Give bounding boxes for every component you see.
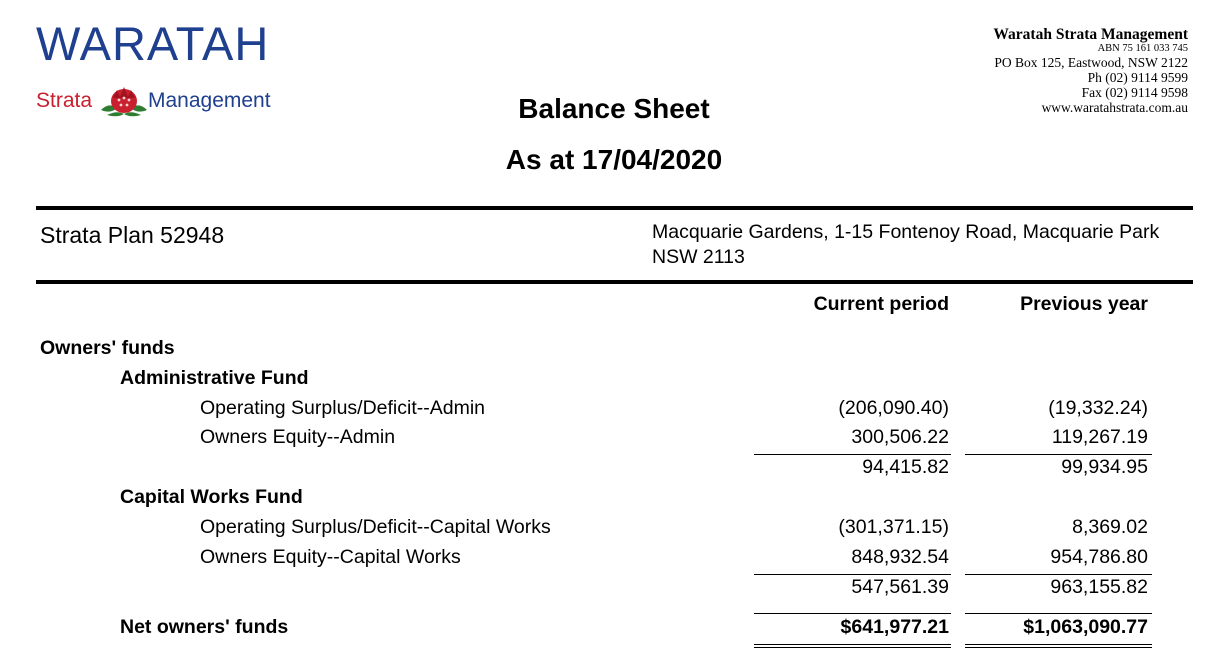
double-rule-current-a	[754, 644, 951, 645]
row-current-value: 300,506.22	[851, 426, 949, 448]
section-heading: Owners' funds	[40, 337, 175, 359]
total-previous-value: $1,063,090.77	[1023, 616, 1148, 638]
header-bottom-rule	[36, 280, 1193, 284]
company-details	[993, 26, 1188, 115]
page-subtitle: As at 17/04/2020	[505, 144, 723, 175]
double-rule-previous-b	[965, 647, 1152, 648]
subtotal-current-value: 94,415.82	[862, 456, 949, 478]
header-top-rule	[36, 206, 1193, 210]
company-phone: Ph (02) 9114 9599	[1087, 70, 1188, 85]
company-abn: ABN 75 161 033 745	[1097, 43, 1188, 54]
total-rule-current	[754, 613, 951, 614]
row-label: Operating Surplus/Deficit--Admin	[200, 397, 486, 419]
row-previous-value: (19,332.24)	[1048, 397, 1148, 419]
column-header-previous: Previous year	[1020, 293, 1148, 315]
double-rule-previous-a	[965, 644, 1152, 645]
total-label: Net owners' funds	[120, 616, 289, 638]
page-title: Balance Sheet	[518, 93, 710, 124]
fund-heading: Administrative Fund	[120, 367, 309, 389]
logo-strata-text: Strata	[36, 89, 93, 112]
subtotal-previous-value: 99,934.95	[1061, 456, 1148, 478]
column-header-current: Current period	[813, 293, 949, 315]
subtotal-current-value: 547,561.39	[851, 576, 949, 598]
row-current-value: (301,371.15)	[838, 516, 949, 538]
company-name: Waratah Strata Management	[993, 26, 1188, 43]
row-label: Operating Surplus/Deficit--Capital Works	[200, 516, 551, 538]
double-rule-current-b	[754, 647, 951, 648]
total-rule-previous	[965, 613, 1152, 614]
strata-plan-address: Macquarie Gardens, 1-15 Fontenoy Road, Macquarie Park NSW 2113	[652, 221, 1160, 268]
row-previous-value: 8,369.02	[1072, 516, 1148, 538]
row-label: Owners Equity--Admin	[200, 426, 396, 448]
fund-heading: Capital Works Fund	[120, 486, 303, 508]
row-current-value: 848,932.54	[851, 546, 949, 568]
company-website: www.waratahstrata.com.au	[1041, 100, 1188, 115]
row-previous-value: 954,786.80	[1050, 546, 1148, 568]
subtotal-previous-value: 963,155.82	[1050, 576, 1148, 598]
row-label: Owners Equity--Capital Works	[200, 546, 461, 568]
row-current-value: (206,090.40)	[838, 397, 949, 419]
row-previous-value: 119,267.19	[1051, 426, 1148, 448]
company-address: PO Box 125, Eastwood, NSW 2122	[994, 55, 1188, 70]
logo-wordmark: WARATAH	[36, 17, 270, 70]
waratah-logo	[36, 16, 306, 112]
logo-management-text: Management	[148, 89, 271, 112]
waratah-flower-icon	[99, 84, 149, 118]
company-fax: Fax (02) 9114 9598	[1081, 85, 1188, 100]
total-current-value: $641,977.21	[840, 616, 949, 638]
strata-plan-name: Strata Plan 52948	[40, 222, 225, 248]
